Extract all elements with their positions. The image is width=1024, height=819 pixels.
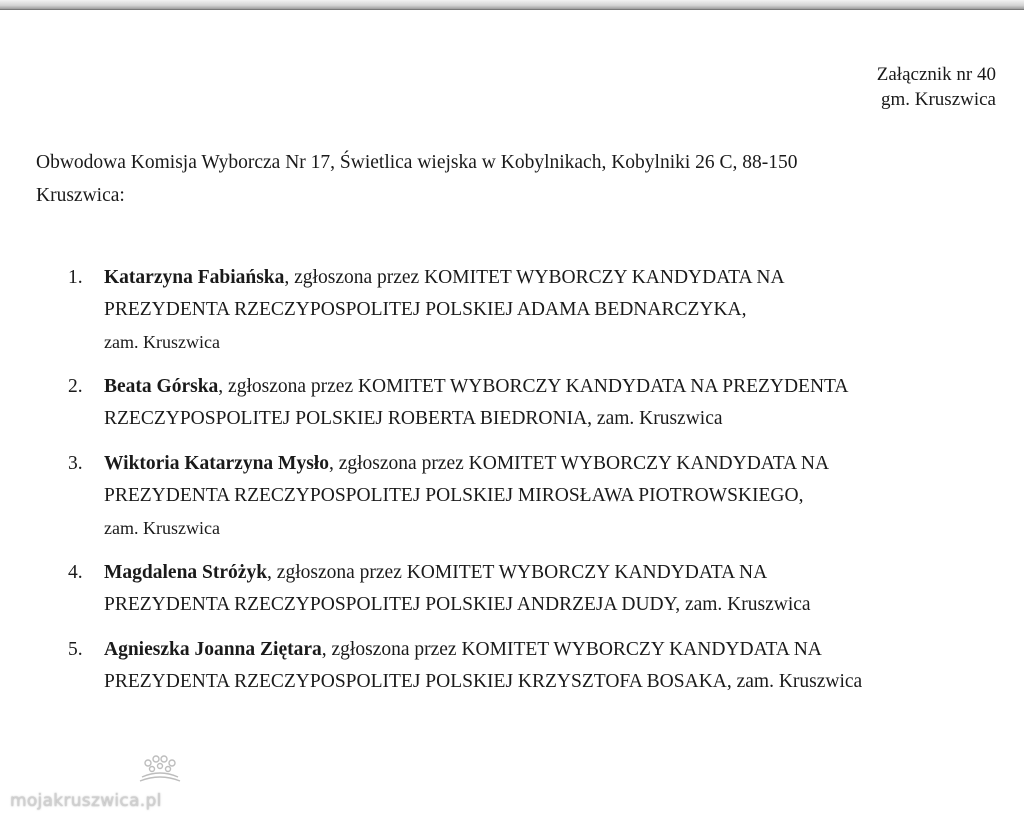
member-name: Agnieszka Joanna Ziętara: [104, 639, 322, 660]
commission-address-line-1: Obwodowa Komisja Wyborcza Nr 17, Świetlica wiejska w Kobylnikach, Kobylniki 26 C, 88-150: [36, 152, 798, 173]
member-line: [104, 512, 1024, 544]
member-name: Wiktoria Katarzyna Mysło: [104, 453, 329, 474]
member-text: zam. Kruszwica: [104, 518, 220, 538]
annex-number: Załącznik nr 40: [876, 64, 996, 85]
member-line: [104, 589, 1024, 621]
member-text: PREZYDENTA RZECZYPOSPOLITEJ POLSKIEJ KRZYSZTOFA BOSAKA, zam. Kruszwica: [104, 671, 863, 692]
member-text: PREZYDENTA RZECZYPOSPOLITEJ POLSKIEJ MIROSŁAWA PIOTROWSKIEGO,: [104, 485, 804, 506]
members-list: [0, 262, 1024, 711]
member-name: Magdalena Stróżyk: [104, 562, 268, 583]
member-text: , zgłoszona przez KOMITET WYBORCZY KANDYDATA NA: [321, 639, 822, 660]
member-line: [104, 403, 1024, 435]
member-name: Katarzyna Fabiańska: [104, 267, 285, 288]
annex-municipality: gm. Kruszwica: [880, 89, 996, 110]
member-item: [0, 448, 1024, 544]
member-text: , zgłoszona przez KOMITET WYBORCZY KANDYDATA NA PREZYDENTA: [218, 376, 849, 397]
member-text: , zgłoszona przez KOMITET WYBORCZY KANDYDATA NA: [284, 267, 785, 288]
member-line: [104, 326, 1024, 358]
commission-heading: [36, 146, 996, 212]
annex-header: [877, 62, 996, 112]
member-text: PREZYDENTA RZECZYPOSPOLITEJ POLSKIEJ ANDRZEJA DUDY, zam. Kruszwica: [104, 594, 811, 615]
member-line: [104, 666, 1024, 698]
member-line: [104, 480, 1024, 512]
watermark-crown-icon: [132, 751, 188, 785]
member-text: PREZYDENTA RZECZYPOSPOLITEJ POLSKIEJ ADAMA BEDNARCZYKA,: [104, 299, 747, 320]
member-number: 4.: [68, 562, 83, 583]
commission-address-line-2: Kruszwica:: [36, 185, 125, 206]
member-item: [0, 371, 1024, 435]
member-text: zam. Kruszwica: [104, 332, 220, 352]
top-border: [0, 0, 1024, 10]
member-line: [104, 634, 1024, 666]
member-text: , zgłoszona przez KOMITET WYBORCZY KANDYDATA NA: [267, 562, 768, 583]
watermark-text: mojakruszwica.pl: [10, 791, 162, 811]
member-item: [0, 634, 1024, 698]
member-item: [0, 262, 1024, 358]
member-text: RZECZYPOSPOLITEJ POLSKIEJ ROBERTA BIEDRONIA, zam. Kruszwica: [104, 408, 723, 429]
member-line: [104, 448, 1024, 480]
member-number: 3.: [68, 453, 83, 474]
member-item: [0, 557, 1024, 621]
member-text: , zgłoszona przez KOMITET WYBORCZY KANDYDATA NA: [328, 453, 830, 474]
member-line: [104, 557, 1024, 589]
member-line: [104, 262, 1024, 294]
member-number: 1.: [68, 267, 83, 288]
member-number: 5.: [68, 639, 83, 660]
member-line: [104, 371, 1024, 403]
member-name: Beata Górska: [104, 376, 219, 397]
member-number: 2.: [68, 376, 83, 397]
member-line: [104, 294, 1024, 326]
